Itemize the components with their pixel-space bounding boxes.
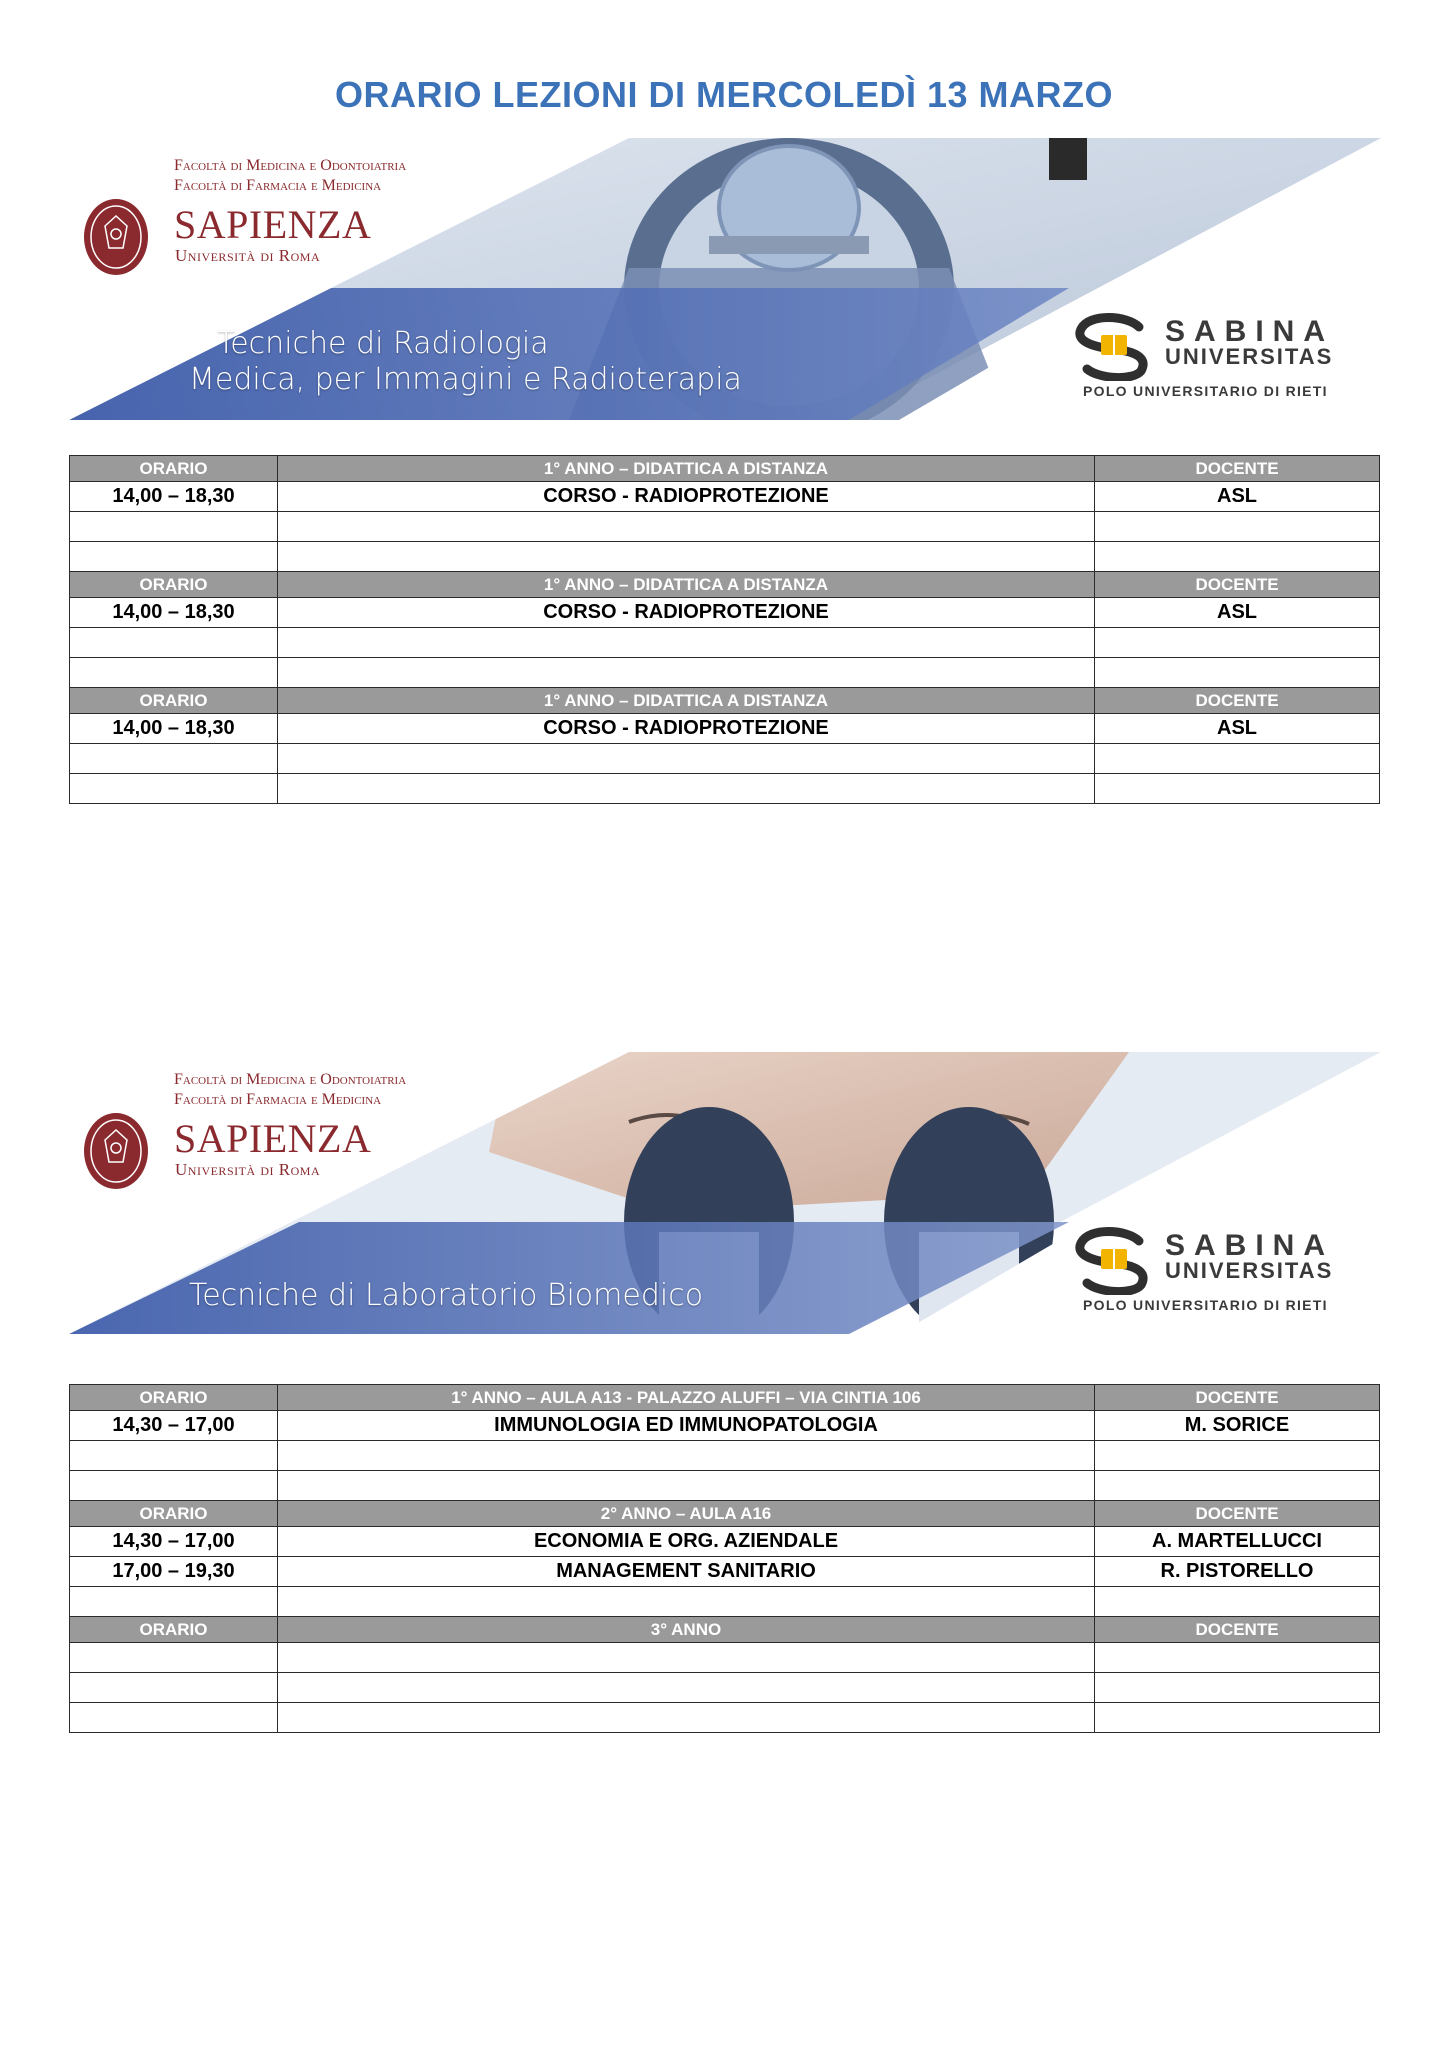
table-row xyxy=(70,774,1380,804)
course-cell xyxy=(278,1643,1095,1673)
header-cell: DOCENTE xyxy=(1095,1385,1380,1411)
time-cell xyxy=(70,512,278,542)
course-cell xyxy=(278,1673,1095,1703)
sabina-book-icon xyxy=(1069,313,1157,381)
time-cell xyxy=(70,774,278,804)
table-row xyxy=(70,658,1380,688)
partner-name: SABINA xyxy=(1165,315,1335,348)
university-name: SAPIENZA xyxy=(174,1116,372,1161)
course-cell xyxy=(278,1471,1095,1501)
course-cell xyxy=(278,774,1095,804)
header-cell: 1° ANNO – AULA A13 - PALAZZO ALUFFI – VIA CINTIA 106 xyxy=(278,1385,1095,1411)
table-row xyxy=(70,598,1380,628)
university-subtitle: Università di Roma xyxy=(175,246,321,265)
teacher-cell xyxy=(1095,1587,1380,1617)
partner-name: SABINA xyxy=(1165,1229,1335,1262)
header-cell: ORARIO xyxy=(70,456,278,482)
table-row xyxy=(70,1557,1380,1587)
header-cell: DOCENTE xyxy=(1095,456,1380,482)
partner-polo: POLO UNIVERSITARIO DI RIETI xyxy=(1083,1297,1328,1313)
table-row xyxy=(70,542,1380,572)
university-name: SAPIENZA xyxy=(174,202,372,247)
header-cell: 3° ANNO xyxy=(278,1617,1095,1643)
course-cell: CORSO - RADIOPROTEZIONE xyxy=(278,482,1095,512)
teacher-cell xyxy=(1095,1441,1380,1471)
time-cell: 14,30 – 17,00 xyxy=(70,1527,278,1557)
table-row xyxy=(70,1471,1380,1501)
course-cell xyxy=(278,1441,1095,1471)
header-cell: 2° ANNO – AULA A16 xyxy=(278,1501,1095,1527)
time-cell xyxy=(70,1673,278,1703)
table-row xyxy=(70,628,1380,658)
course-title-line-1: Tecniche di Radiologia xyxy=(217,326,549,361)
table-header-row xyxy=(70,456,1380,482)
sabina-book-icon xyxy=(1069,1227,1157,1295)
course-cell xyxy=(278,542,1095,572)
teacher-cell: M. SORICE xyxy=(1095,1411,1380,1441)
header-cell: ORARIO xyxy=(70,572,278,598)
course-cell xyxy=(278,1703,1095,1733)
time-cell xyxy=(70,1441,278,1471)
table-row xyxy=(70,714,1380,744)
table-row xyxy=(70,1587,1380,1617)
course-title-line-1: Tecniche di Laboratorio Biomedico xyxy=(189,1278,704,1313)
header-cell: ORARIO xyxy=(70,688,278,714)
page-title: ORARIO LEZIONI DI MERCOLEDÌ 13 MARZO xyxy=(334,74,1114,115)
table-row xyxy=(70,512,1380,542)
header-cell: ORARIO xyxy=(70,1617,278,1643)
course-cell xyxy=(278,1587,1095,1617)
teacher-cell: ASL xyxy=(1095,714,1380,744)
teacher-cell xyxy=(1095,1673,1380,1703)
table-header-row xyxy=(70,1385,1380,1411)
time-cell xyxy=(70,744,278,774)
course-cell: CORSO - RADIOPROTEZIONE xyxy=(278,714,1095,744)
table-header-row xyxy=(70,1617,1380,1643)
course-title xyxy=(189,1278,703,1314)
course-cell: MANAGEMENT SANITARIO xyxy=(278,1557,1095,1587)
header-cell: DOCENTE xyxy=(1095,572,1380,598)
course-cell xyxy=(278,658,1095,688)
header-cell: ORARIO xyxy=(70,1501,278,1527)
teacher-cell: ASL xyxy=(1095,482,1380,512)
teacher-cell xyxy=(1095,1643,1380,1673)
teacher-cell: A. MARTELLUCCI xyxy=(1095,1527,1380,1557)
faculty-names xyxy=(174,156,406,196)
table-row xyxy=(70,1441,1380,1471)
teacher-cell xyxy=(1095,1703,1380,1733)
teacher-cell xyxy=(1095,774,1380,804)
partner-polo: POLO UNIVERSITARIO DI RIETI xyxy=(1083,383,1328,399)
course-cell: CORSO - RADIOPROTEZIONE xyxy=(278,598,1095,628)
table-header-row xyxy=(70,688,1380,714)
table-header-row xyxy=(70,1501,1380,1527)
faculty-line-1: Facoltà di Medicina e Odontoiatria xyxy=(174,1071,407,1088)
university-subtitle: Università di Roma xyxy=(175,1160,321,1179)
header-cell: 1° ANNO – DIDATTICA A DISTANZA xyxy=(278,688,1095,714)
faculty-line-1: Facoltà di Medicina e Odontoiatria xyxy=(174,157,407,174)
header-cell: ORARIO xyxy=(70,1385,278,1411)
table-row xyxy=(70,482,1380,512)
time-cell: 14,00 – 18,30 xyxy=(70,598,278,628)
table-row xyxy=(70,1703,1380,1733)
table-row xyxy=(70,1673,1380,1703)
header-cell: DOCENTE xyxy=(1095,688,1380,714)
sapienza-seal-icon xyxy=(83,1112,149,1190)
faculty-line-2: Facoltà di Farmacia e Medicina xyxy=(174,1091,382,1108)
sabina-universitas-logo xyxy=(1069,313,1369,403)
course-cell xyxy=(278,628,1095,658)
table-row xyxy=(70,1527,1380,1557)
time-cell xyxy=(70,628,278,658)
teacher-cell xyxy=(1095,658,1380,688)
course-title xyxy=(189,326,742,398)
partner-subtitle: UNIVERSITAS xyxy=(1165,1258,1334,1283)
course-cell: ECONOMIA E ORG. AZIENDALE xyxy=(278,1527,1095,1557)
teacher-cell xyxy=(1095,542,1380,572)
sapienza-seal-icon xyxy=(83,198,149,276)
schedule-table-radiologia xyxy=(69,455,1380,804)
time-cell: 14,00 – 18,30 xyxy=(70,714,278,744)
time-cell: 14,30 – 17,00 xyxy=(70,1411,278,1441)
teacher-cell xyxy=(1095,1471,1380,1501)
course-title-line-2: Medica, per Immagini e Radioterapia xyxy=(189,362,742,397)
table-row xyxy=(70,744,1380,774)
time-cell xyxy=(70,1643,278,1673)
course-cell xyxy=(278,512,1095,542)
partner-subtitle: UNIVERSITAS xyxy=(1165,344,1334,369)
header-cell: 1° ANNO – DIDATTICA A DISTANZA xyxy=(278,572,1095,598)
header-cell: DOCENTE xyxy=(1095,1501,1380,1527)
time-cell xyxy=(70,1703,278,1733)
banner-radiologia xyxy=(69,138,1381,420)
time-cell xyxy=(70,1587,278,1617)
faculty-line-2: Facoltà di Farmacia e Medicina xyxy=(174,177,382,194)
sabina-universitas-logo xyxy=(1069,1227,1369,1317)
table-row xyxy=(70,1643,1380,1673)
time-cell xyxy=(70,1471,278,1501)
schedule-table-laboratorio xyxy=(69,1384,1380,1733)
header-cell: DOCENTE xyxy=(1095,1617,1380,1643)
time-cell xyxy=(70,542,278,572)
time-cell: 14,00 – 18,30 xyxy=(70,482,278,512)
teacher-cell xyxy=(1095,628,1380,658)
time-cell: 17,00 – 19,30 xyxy=(70,1557,278,1587)
header-cell: 1° ANNO – DIDATTICA A DISTANZA xyxy=(278,456,1095,482)
teacher-cell: R. PISTORELLO xyxy=(1095,1557,1380,1587)
course-cell: IMMUNOLOGIA ED IMMUNOPATOLOGIA xyxy=(278,1411,1095,1441)
teacher-cell: ASL xyxy=(1095,598,1380,628)
table-row xyxy=(70,1411,1380,1441)
faculty-names xyxy=(174,1070,406,1110)
teacher-cell xyxy=(1095,744,1380,774)
time-cell xyxy=(70,658,278,688)
banner-laboratorio xyxy=(69,1052,1381,1334)
teacher-cell xyxy=(1095,512,1380,542)
table-header-row xyxy=(70,572,1380,598)
course-cell xyxy=(278,744,1095,774)
